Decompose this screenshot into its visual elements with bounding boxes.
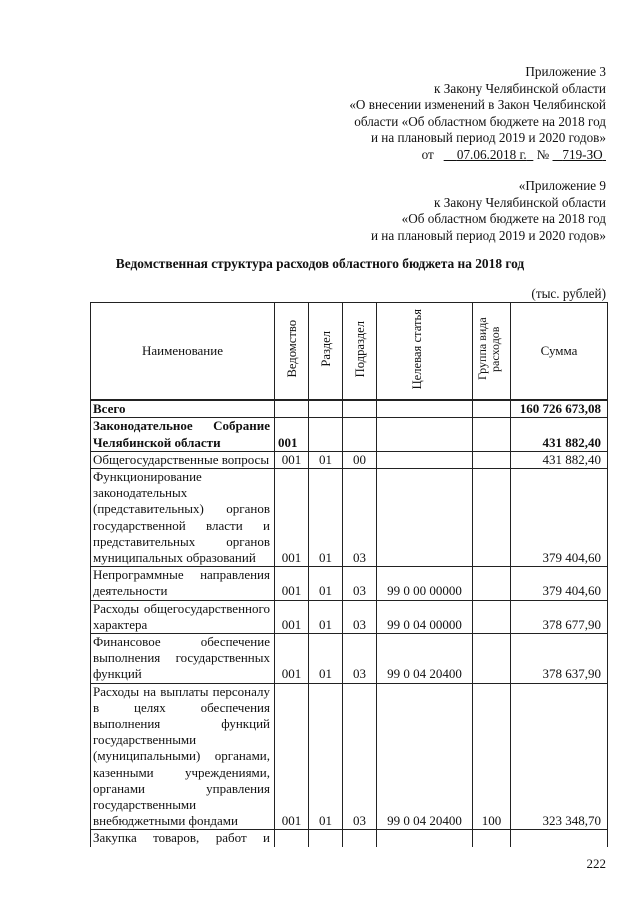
from-label: от [421,146,434,162]
appendix-3-line2: к Закону Челябинской области [434,80,606,96]
units-label: (тыс. рублей) [531,286,606,301]
law-date: 07.06.2018 г. [456,146,527,162]
table-row: Финансовое обеспечение выполнения государственных функций 001 01 03 99 0 04 20400 378 637,90 [91,634,608,684]
table-row: Законодательное Собрание Челябинской области 001 431 882,40 [91,418,608,451]
header-department: Ведомство [275,303,309,401]
appendix-3-line3: «О внесении изменений в Закон Челябинской [349,97,606,113]
budget-table [90,302,608,847]
number-label: № [536,146,550,162]
appendix-9-line3: «Об областном бюджете на 2018 год [401,211,606,227]
table-row: Непрограммные направления деятельности 001 01 03 99 0 00 00000 379 404,60 [91,567,608,600]
header-name: Наименование [91,303,275,401]
law-number: 719-ЗО [562,146,603,162]
appendix-3-line4: области «Об областном бюджете на 2018 год [354,113,606,129]
appendix-3-line1: Приложение 3 [525,64,606,79]
law-date-line [349,147,606,164]
table-row: Расходы общегосударственного характера 001 01 03 99 0 04 00000 378 677,90 [91,600,608,633]
table-row: Всего 160 726 673,08 [91,400,608,418]
header-target-article: Целевая статья [377,303,473,401]
page-number: 222 [586,856,606,871]
appendix-3-header [349,64,606,164]
header-subsection: Подраздел [343,303,377,401]
appendix-9-line2: к Закону Челябинской области [434,194,606,210]
table-row: Расходы на выплаты персоналу в целях обеспечения выполнения функций государственными (муниципальными) органами, казенными учреждениями, органами управления государственными внебюджетными фондами 001 01 03 99 0 04 20400 100 323 348,70 [91,683,608,830]
document-title: Ведомственная структура расходов областного бюджета на 2018 год [115,256,525,271]
table-row: Функционирование законодательных (представительных) органов государственной власти и представительных органов муниципальных образований 001 01 03 379 404,60 [91,469,608,567]
table-header-row [91,303,608,401]
header-amount: Сумма [511,303,608,401]
appendix-9-line1: «Приложение 9 [518,178,606,193]
header-expense-group: Группа вида расходов [473,303,511,401]
appendix-9-header [371,178,606,244]
table-row: Общегосударственные вопросы 001 01 00 431 882,40 [91,451,608,468]
appendix-9-line4: и на плановый период 2019 и 2020 годов» [370,227,606,243]
header-section: Раздел [309,303,343,401]
appendix-3-line5: и на плановый период 2019 и 2020 годов» [370,130,606,146]
table-row: Закупка товаров, работ и [91,830,608,847]
